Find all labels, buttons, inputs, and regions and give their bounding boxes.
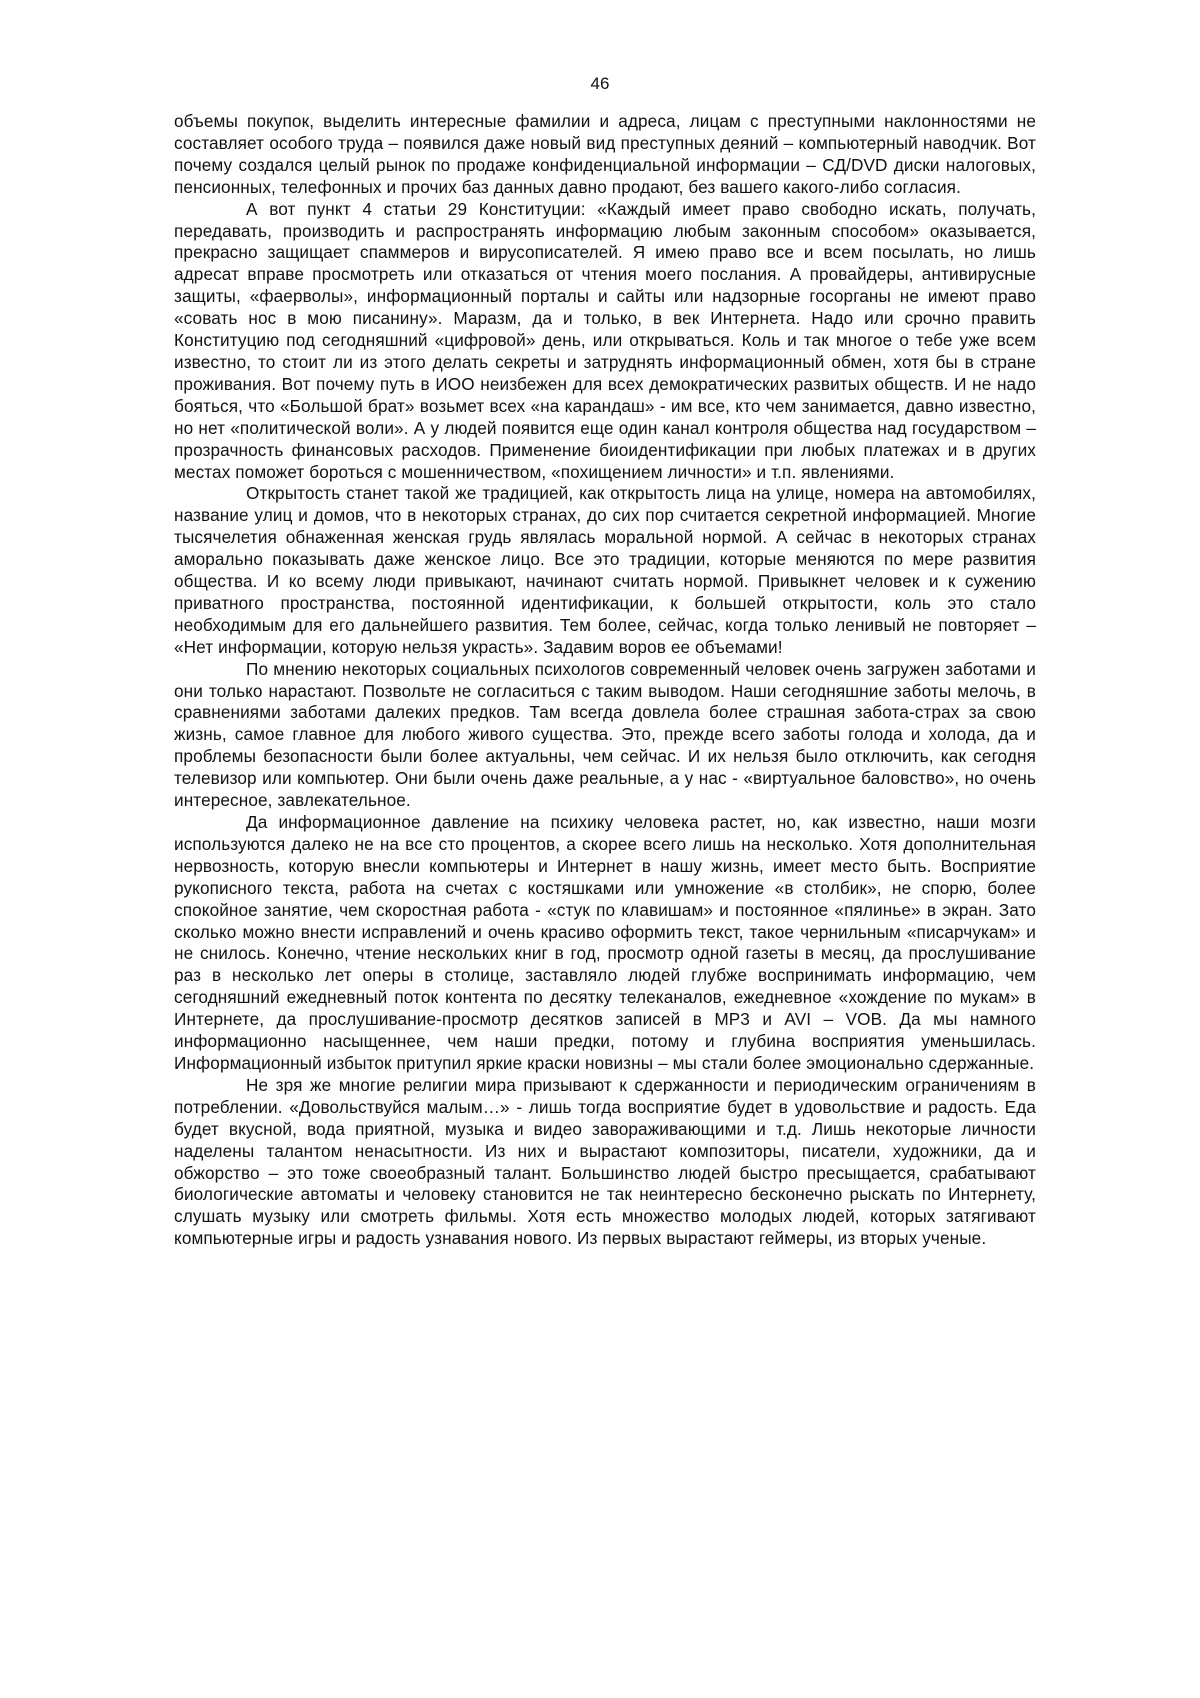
paragraph-1: объемы покупок, выделить интересные фамилии и адреса, лицам с преступными наклонностями не составляет особого труда – появился даже новый вид преступных деяний – компьютерный наводчик. Вот почему создался целый рынок по продаже конфиденциальной информации – СД/DVD диски налоговых, пенсионных, телефонных и прочих баз данных давно продают, без вашего какого-либо согласия. bbox=[174, 111, 1036, 197]
paragraph-2: А вот пункт 4 статьи 29 Конституции: «Каждый имеет право свободно искать, получать, передавать, производить и распространять информацию любым законным способом» оказывается, прекрасно защищает спаммеров и вирусописателей. Я имею право все и всем посылать, но лишь адресат вправе просмотреть или отказаться от чтения моего послания. А провайдеры, антивирусные защиты, «фаерволы», информационный порталы и сайты или надзорные госорганы не имеют право «совать нос в мою писанину». Маразм, да и только, в век Интернета. Надо или срочно править Конституцию под сегодняшний «цифровой» день, или открываться. Коль и так многое о тебе уже всем известно, то стоит ли из этого делать секреты и затруднять информационный обмен, хотя бы в стране проживания. Вот почему путь в ИОО неизбежен для всех демократических развитых обществ. И не надо бояться, что «Большой брат» возьмет всех «на карандаш» - им все, кто чем занимается, давно известно, но нет «политической воли». А у людей появится еще один канал контроля общества над государством – прозрачность финансовых расходов. Применение биоидентификации при любых платежах и в других местах поможет бороться с мошенничеством, «похищением личности» и т.п. явлениями. bbox=[174, 198, 1036, 482]
paragraph-4: По мнению некоторых социальных психологов современный человек очень загружен заботами и они только нарастают. Позвольте не согласиться с таким выводом. Наши сегодняшние заботы мелочь, в сравнениями заботами далеких предков. Там всегда довлела более страшная забота-страх за свою жизнь, самое главное для любого живого существа. Это, прежде всего заботы голода и холода, да и проблемы безопасности были более актуальны, чем сейчас. И их нельзя было отключить, как сегодня телевизор или компьютер. Они были очень даже реальные, а у нас - «виртуальное баловство», но очень интересное, завлекательное. bbox=[174, 658, 1036, 811]
document-body bbox=[174, 111, 1036, 1250]
page-number: 46 bbox=[590, 74, 610, 93]
paragraph-6: Не зря же многие религии мира призывают к сдержанности и периодическим ограничениям в потреблении. «Довольствуйся малым…» - лишь тогда восприятие будет в удовольствие и радость. Еда будет вкусной, вода приятной, музыка и видео завораживающими и т.д. Лишь некоторые личности наделены талантом ненасытности. Из них и вырастают композиторы, писатели, художники, да и обжорство – это тоже своеобразный талант. Большинство людей быстро пресыщается, срабатывают биологические автоматы и человеку становится не так неинтересно бесконечно рыскать по Интернету, слушать музыку или смотреть фильмы. Хотя есть множество молодых людей, которых затягивают компьютерные игры и радость узнавания нового. Из первых вырастают геймеры, из вторых ученые. bbox=[174, 1074, 1036, 1249]
paragraph-5: Да информационное давление на психику человека растет, но, как известно, наши мозги используются далеко не на все сто процентов, а скорее всего лишь на несколько. Хотя дополнительная нервозность, которую внесли компьютеры и Интернет в нашу жизнь, имеет место быть. Восприятие рукописного текста, работа на счетах с костяшками или умножение «в столбик», не спорю, более спокойное занятие, чем скоростная работа - «стук по клавишам» и постоянное «пялинье» в экран. Зато сколько можно внести исправлений и очень красиво оформить текст, такое чернильным «писарчукам» и не снилось. Конечно, чтение нескольких книг в год, просмотр одной газеты в месяц, да прослушивание раз в несколько лет оперы в столице, заставляло людей глубже воспринимать информацию, чем сегодняшний ежедневный поток контента по десятку телеканалов, ежедневное «хождение по мукам» в Интернете, да прослушивание-просмотр десятков записей в МР3 и AVI – VOB. Да мы намного информационно насыщеннее, чем наши предки, потому и глубина восприятия уменьшилась. Информационный избыток притупил яркие краски новизны – мы стали более эмоционально сдержанные. bbox=[174, 812, 1036, 1073]
paragraph-3: Открытость станет такой же традицией, как открытость лица на улице, номера на автомобилях, название улиц и домов, что в некоторых странах, до сих пор считается секретной информацией. Многие тысячелетия обнаженная женская грудь являлась моральной нормой. А сейчас в некоторых странах аморально показывать даже женское лицо. Все это традиции, которые меняются по мере развития общества. И ко всему люди привыкают, начинают считать нормой. Привыкнет человек и к сужению приватного пространства, постоянной идентификации, к большей открытости, коль это стало необходимым для его дальнейшего развития. Тем более, сейчас, когда только ленивый не повторяет – «Нет информации, которую нельзя украсть». Задавим воров ее объемами! bbox=[174, 483, 1036, 657]
